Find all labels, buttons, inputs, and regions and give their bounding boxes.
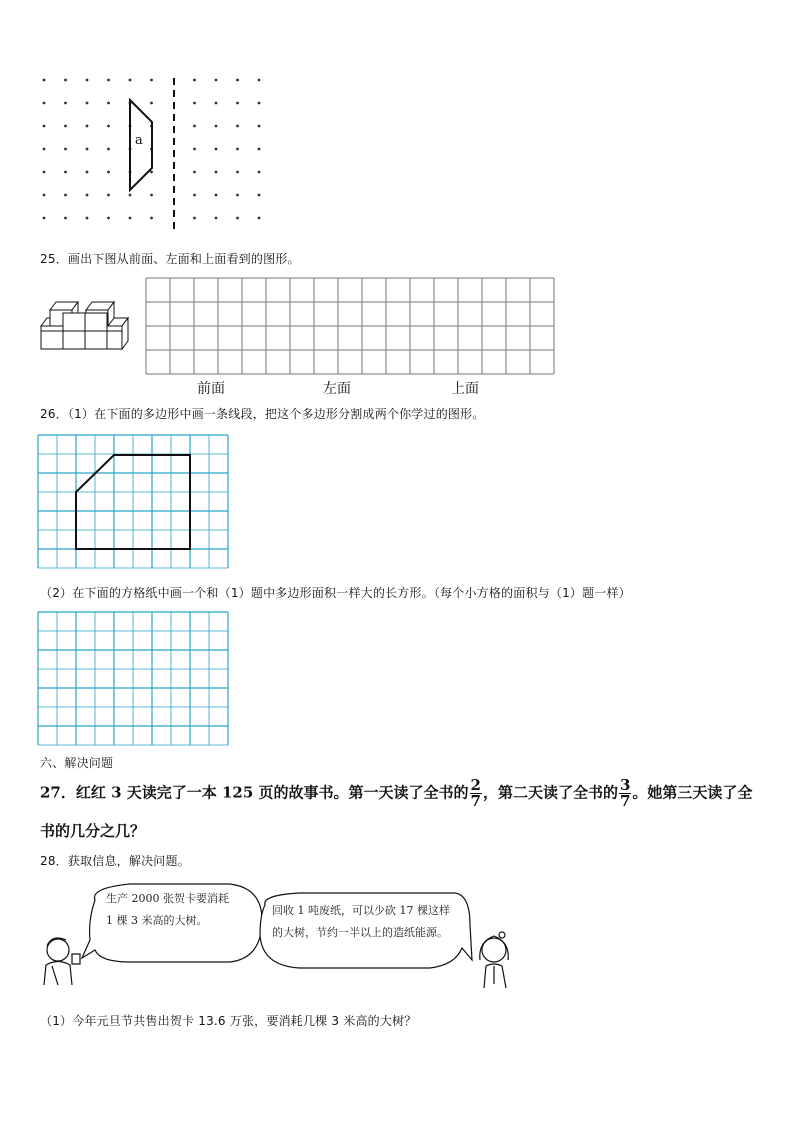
bubble-right-text: 回收 1 吨废纸，可以少砍 17 棵这样 的大树，节约一半以上的造纸能源。 [272, 904, 450, 939]
q25-text: 25．画出下图从前面、左面和上面看到的图形。 [40, 252, 300, 266]
q26-part1-text: 26．（1）在下面的多边形中画一条线段，把这个多边形分割成两个你学过的图形。 [40, 407, 485, 421]
q26-part2-text: （2）在下面的方格纸中画一个和（1）题中多边形面积一样大的长方形。（每个小方格的面积与（1）题一样） [40, 586, 631, 600]
q27-text-a: 27．红红 3 天读完了一本 125 页的故事书。第一天读了全书的 [40, 783, 469, 802]
q27-line2: 书的几分之几？ [40, 822, 146, 840]
fraction-2-7: $\frac{2}{7}$ [470, 776, 481, 810]
section-6-title: 六、解决问题 [40, 756, 114, 770]
view-label-top: 上面 [451, 381, 479, 397]
q27-text-c: 。她第三天读了全 [632, 783, 753, 802]
view-label-front: 前面 [197, 381, 225, 397]
shape-a-label: a [135, 133, 143, 148]
boy-figure [44, 938, 80, 985]
q28-sub1: （1）今年元旦节共售出贺卡 13.6 万张，要消耗几棵 3 米高的大树？ [40, 1014, 417, 1028]
q27-text-b: ，第二天读了全书的 [482, 783, 618, 802]
q28-title: 28．获取信息，解决问题。 [40, 854, 190, 868]
fraction-3-7: $\frac{3}{7}$ [619, 776, 631, 810]
girl-figure [480, 932, 508, 988]
view-label-left: 左面 [323, 381, 351, 397]
bubble-left-text: 生产 2000 张贺卡要消耗 1 棵 3 米高的大树。 [106, 892, 229, 927]
